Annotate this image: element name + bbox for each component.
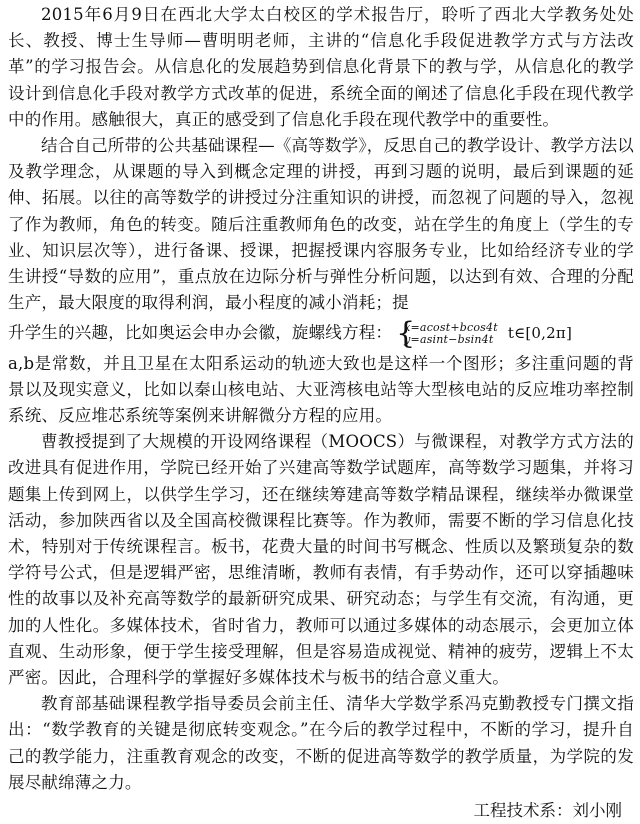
- spiral-equation: [396, 315, 498, 351]
- equation-x: x=acost+bcos4t: [404, 320, 498, 334]
- formula-lead-text: 升学生的兴趣，比如奥运会申办会徽，旋螺线方程：: [8, 323, 393, 343]
- equation-y: y=asint−bsin4t: [404, 332, 494, 346]
- brace-glyph: {: [396, 315, 416, 351]
- paragraph-2-tail: a,b是常数，并且卫星在太阳系运动的轨迹大致也是这样一个图形；多注重问题的背景以及现实意义，比如以秦山核电站、大亚湾核电站等大型核电站的反应堆功率控制系统、反应堆芯系统等案例来讲解微分方程的应用。: [8, 353, 634, 426]
- parameter-range: t∈[0,2π]: [507, 324, 572, 343]
- paragraph-2: 结合自己所带的公共基础课程—《高等数学》，反思自己的教学设计、教学方法以及教学理念，从课题的导入到概念定理的讲授，再到习题的说明，最后到课题的延伸、拓展。以往的高等数学的讲授过分注重知识的讲授，而忽视了问题的导入，忽视了作为教师，角色的转变。随后注重教师角色的改变，站在学生的角度上（学生的专业、知识层次等），进行备课、授课，把握授课内容服务专业，比如给经济专业的学生讲授“导数的应用”，重点放在边际分析与弹性分析问题，以达到有效、合理的分配生产，最大限度的取得利润，最小程度的减小消耗；提: [8, 136, 634, 313]
- author-signature: 工程技术系：刘小刚: [473, 801, 622, 821]
- paragraph-4: 教育部基础课程教学指导委员会前主任、清华大学数学系冯克勤教授专门撰文指出：“数学教育的关键是彻底转变观念。”在今后的教学过程中，不断的学习，提升自己的教学能力，注重教育观念的改变，不断的促进高等数学的教学质量，为学院的发展尽献绵薄之力。: [8, 694, 634, 792]
- paragraph-1: 2015年6月9日在西北大学太白校区的学术报告厅，聆听了西北大学教务处处长、教授、博士生导师—曹明明老师，主讲的“信息化手段促进教学方式与方法改革”的学习报告会。从信息化的发展趋势到信息化背景下的教与学，从信息化的教学设计到信息化手段对教学方式改革的促进，系统全面的阐述了信息化手段在现代教学中的作用。感触很大，真正的感受到了信息化手段在现代教学中的重要性。: [8, 5, 634, 129]
- formula-line: [8, 315, 634, 351]
- paragraph-3: 曹教授提到了大规模的开设网络课程（MOOCS）与微课程，对教学方式方法的改进具有促进作用，学院已经开始了兴建高等数学试题库，高等数学习题集，并将习题集上传到网上，以供学生学习，还在继续筹建高等数学精品课程，继续举办微课堂活动，参加陕西省以及全国高校微课程比赛等。作为教师，需要不断的学习信息化技术，特别对于传统课程言。板书，花费大量的时间书写概念、性质以及繁琐复杂的数学符号公式，但是逻辑严密，思维清晰，教师有表情，有手势动作，还可以穿插趣味性的故事以及补充高等数学的最新研究成果、研究动态；与学生有交流，有沟通，更加的人性化。多媒体技术，省时省力，教师可以通过多媒体的动态展示，会更加立体直观、生动形象，便于学生接受理解，但是容易造成视觉、精神的疲劳，逻辑上不太严密。因此，合理科学的掌握好多媒体技术与板书的结合意义重大。: [8, 432, 634, 688]
- document-page: [8, 2, 634, 824]
